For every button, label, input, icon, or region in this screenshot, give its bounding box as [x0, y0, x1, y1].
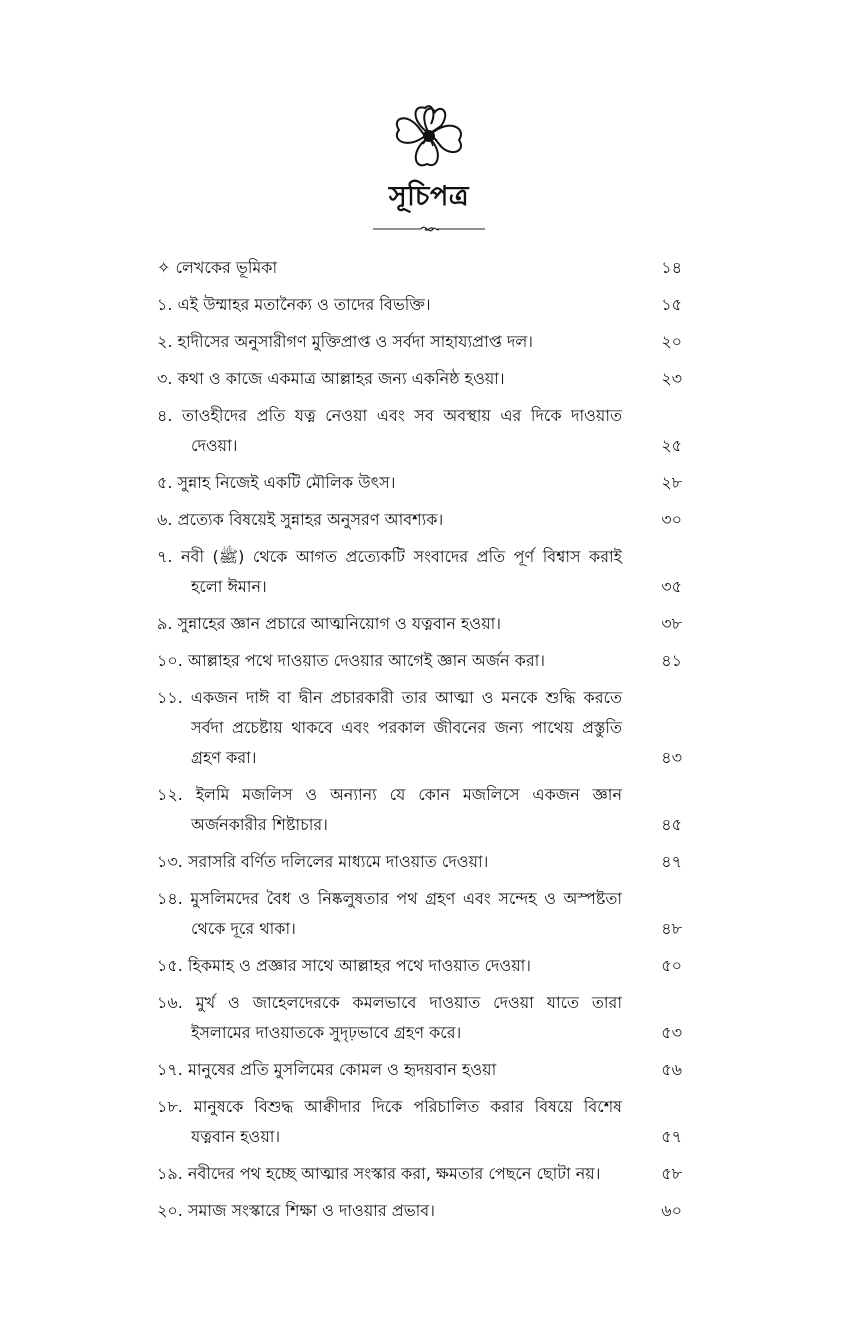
- toc-entry-title: ১৬. মুর্খ ও জাহেলদেরকে কমলভাবে দাওয়াত দেওয়া যাতে তারা ইসলামের দাওয়াতকে সুদৃঢ়ভাবে গ্রহণ করে।: [157, 993, 622, 1042]
- toc-entry-title: ১. এই উম্মাহর মতানৈক্য ও তাদের বিভক্তি।: [157, 295, 431, 314]
- toc-entry-page: ৫০: [661, 956, 682, 975]
- toc-entry-title: ৯. সুন্নাহের জ্ঞান প্রচারে আত্মনিয়োগ ও যত্নবান হওয়া।: [157, 614, 501, 633]
- toc-entry-page: ৫৭: [661, 1127, 682, 1146]
- entry-gap: [157, 944, 682, 951]
- table-of-contents: [157, 253, 682, 1233]
- toc-entry[interactable]: [157, 951, 682, 981]
- toc-entry-page: ৪৫: [661, 815, 682, 834]
- entry-gap: [157, 602, 682, 609]
- toc-entry[interactable]: [157, 847, 682, 877]
- toc-entry-title: ২. হাদীসের অনুসারীগণ মুক্তিপ্রাপ্ত ও সর্বদা সাহায্যপ্রাপ্ত দল।: [157, 332, 534, 351]
- entry-gap: [157, 394, 682, 401]
- toc-entry-title: ২০. সমাজ সংস্কারে শিক্ষা ও দাওয়ার প্রভাব।: [157, 1201, 435, 1220]
- entry-gap: [157, 283, 682, 290]
- toc-entry-page: ৫৬: [661, 1060, 682, 1079]
- entry-gap: [157, 877, 682, 884]
- toc-entry-title: ১০. আল্লাহর পথে দাওয়াত দেওয়ার আগেই জ্ঞান অর্জন করা।: [157, 651, 546, 670]
- toc-entry-title: ১১. একজন দাঈ বা দ্বীন প্রচারকারী তার আত্মা ও মনকে শুদ্ধি করতে সর্বদা প্রচেষ্টায় থাকবে এবং পরকাল জীবনের জন্য পাথেয় প্রস্তুতি গ্রহণ করা।: [157, 688, 622, 767]
- ornament-divider: [369, 223, 489, 235]
- toc-entry[interactable]: [157, 683, 682, 773]
- toc-entry-page: ৩০: [661, 510, 682, 529]
- toc-entry-page: ২৮: [661, 473, 682, 492]
- toc-entry-page: ১৪: [661, 258, 682, 277]
- toc-entry-page: ২৫: [661, 436, 682, 455]
- entry-gap: [157, 1048, 682, 1055]
- toc-entry-page: ৩৫: [661, 577, 682, 596]
- toc-entry-title: ৫. সুন্নাহ নিজেই একটি মৌলিক উৎস।: [157, 473, 396, 492]
- toc-entry[interactable]: [157, 646, 682, 676]
- toc-entry-title: ১৩. সরাসরি বর্ণিত দলিলের মাধ্যমে দাওয়াত দেওয়া।: [157, 852, 489, 871]
- toc-entry-title: ১৭. মানুষের প্রতি মুসলিমের কোমল ও হৃদয়বান হওয়া: [157, 1060, 497, 1079]
- entry-gap: [157, 498, 682, 505]
- toc-entry-title: ১৯. নবীদের পথ হচ্ছে আত্মার সংস্কার করা, ক্ষমতার পেছনে ছোটা নয়।: [157, 1164, 601, 1183]
- toc-entry[interactable]: [157, 468, 682, 498]
- entry-gap: [157, 773, 682, 780]
- toc-entry-page: ৫৩: [661, 1023, 682, 1042]
- toc-entry-page: ৩৮: [661, 614, 682, 633]
- toc-entry-page: ৪৮: [661, 919, 682, 938]
- entry-gap: [157, 320, 682, 327]
- toc-entry-title: ৬. প্রত্যেক বিষয়েই সুন্নাহর অনুসরণ আবশ্যক।: [157, 510, 444, 529]
- entry-gap: [157, 639, 682, 646]
- toc-entry-title: ৭. নবী (ﷺ) থেকে আগত প্রত্যেকটি সংবাদের প্রতি পূর্ণ বিশ্বাস করাই হলো ঈমান।: [157, 547, 622, 596]
- toc-entry[interactable]: [157, 780, 682, 840]
- toc-entry[interactable]: [157, 988, 682, 1048]
- toc-entry-page: ৪১: [661, 651, 682, 670]
- toc-entry[interactable]: [157, 609, 682, 639]
- flower-icon: [387, 100, 471, 172]
- toc-entry-title: ১২. ইলমি মজলিস ও অন্যান্য যে কোন মজলিসে একজন জ্ঞান অর্জনকারীর শিষ্টাচার।: [157, 785, 622, 834]
- toc-entry-title: ৩. কথা ও কাজে একমাত্র আল্লাহর জন্য একনিষ্ঠ হওয়া।: [157, 369, 505, 388]
- entry-gap: [157, 840, 682, 847]
- entry-gap: [157, 1085, 682, 1092]
- toc-entry[interactable]: [157, 1196, 682, 1226]
- page-title: সূচিপত্র: [388, 181, 470, 212]
- toc-entry[interactable]: [157, 505, 682, 535]
- toc-entry-page: ৪৭: [661, 852, 682, 871]
- toc-entry[interactable]: [157, 327, 682, 357]
- toc-entry-page: ২৩: [661, 369, 682, 388]
- toc-entry-title: ১৮. মানুষকে বিশুদ্ধ আক্বীদার দিকে পরিচালিত করার বিষয়ে বিশেষ যত্নবান হওয়া।: [157, 1097, 622, 1146]
- toc-entry-title: ✧ লেখকের ভূমিকা: [157, 258, 278, 277]
- toc-entry[interactable]: [157, 364, 682, 394]
- entry-gap: [157, 1152, 682, 1159]
- toc-entry-page: ৬০: [661, 1201, 682, 1220]
- toc-entry-page: ৫৮: [661, 1164, 682, 1183]
- toc-entry[interactable]: [157, 401, 682, 461]
- toc-entry[interactable]: [157, 290, 682, 320]
- toc-entry-page: ১৫: [661, 295, 682, 314]
- entry-gap: [157, 981, 682, 988]
- toc-entry-title: ১৫. হিকমাহ ও প্রজ্ঞার সাথে আল্লাহর পথে দাওয়াত দেওয়া।: [157, 956, 532, 975]
- toc-entry[interactable]: [157, 1055, 682, 1085]
- toc-entry[interactable]: [157, 884, 682, 944]
- toc-entry-title: ৪. তাওহীদের প্রতি যত্ন নেওয়া এবং সব অবস্থায় এর দিকে দাওয়াত দেওয়া।: [157, 406, 622, 455]
- toc-entry[interactable]: [157, 1092, 682, 1152]
- toc-entry[interactable]: [157, 542, 682, 602]
- entry-gap: [157, 676, 682, 683]
- entry-gap: [157, 1189, 682, 1196]
- toc-entry-title: ১৪. মুসলিমদের বৈধ ও নিষ্কলুষতার পথ গ্রহণ এবং সন্দেহ ও অস্পষ্টতা থেকে দূরে থাকা।: [157, 889, 622, 938]
- toc-entry-page: ২০: [661, 332, 682, 351]
- toc-entry-page: ৪৩: [661, 748, 682, 767]
- toc-header: [0, 100, 858, 235]
- entry-gap: [157, 535, 682, 542]
- toc-entry[interactable]: [157, 253, 682, 283]
- entry-gap: [157, 1226, 682, 1233]
- entry-gap: [157, 461, 682, 468]
- entry-gap: [157, 357, 682, 364]
- toc-entry[interactable]: [157, 1159, 682, 1189]
